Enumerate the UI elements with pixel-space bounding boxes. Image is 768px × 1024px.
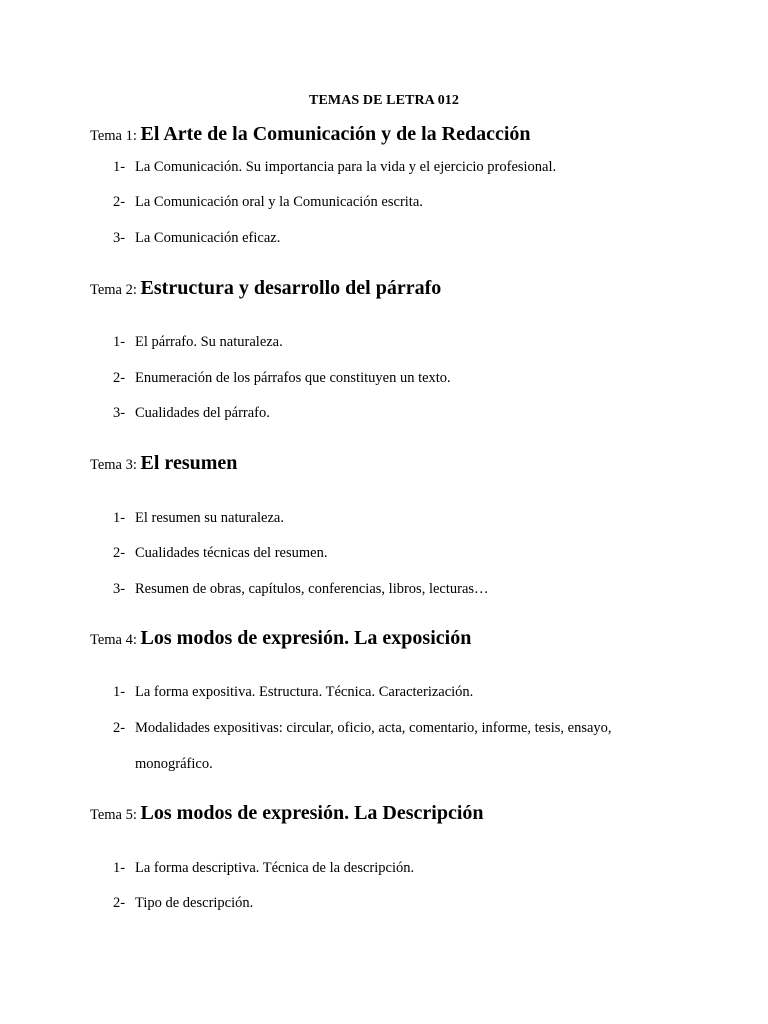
topic-prefix: Tema 5: xyxy=(90,807,141,823)
list-item-text: La Comunicación oral y la Comunicación escrita. xyxy=(135,194,423,210)
list-item-number: 2- xyxy=(113,194,126,210)
list-item xyxy=(113,370,451,387)
list-item-text: Resumen de obras, capítulos, conferencias, libros, lecturas… xyxy=(135,581,489,597)
topic-prefix: Tema 2: xyxy=(90,282,141,298)
list-item-number: 1- xyxy=(113,334,126,350)
list-item xyxy=(113,895,253,912)
topic-title: Los modos de expresión. La exposición xyxy=(140,627,472,649)
topic-title: El resumen xyxy=(140,452,238,474)
list-item-number: 3- xyxy=(113,405,126,421)
list-item-text: La Comunicación. Su importancia para la vida y el ejercicio profesional. xyxy=(135,159,557,175)
list-item-number: 1- xyxy=(113,159,126,175)
list-item-number: 2- xyxy=(113,545,126,561)
topic-heading-4 xyxy=(90,627,471,650)
list-item-text: La forma descriptiva. Técnica de la descripción. xyxy=(135,860,415,876)
list-item xyxy=(113,860,414,877)
list-item-text: La forma expositiva. Estructura. Técnica. Caracterización. xyxy=(135,684,474,700)
topic-prefix: Tema 3: xyxy=(90,457,141,473)
list-item xyxy=(113,194,423,211)
list-item-text: Tipo de descripción. xyxy=(135,895,254,911)
list-item-text: La Comunicación eficaz. xyxy=(135,230,281,246)
list-item xyxy=(113,684,473,701)
list-item-text: El párrafo. Su naturaleza. xyxy=(135,334,283,350)
list-item-text: El resumen su naturaleza. xyxy=(135,510,284,526)
topic-heading-1 xyxy=(90,123,531,146)
topic-title: El Arte de la Comunicación y de la Redacción xyxy=(140,123,531,145)
list-item xyxy=(113,510,284,527)
list-item-number: 3- xyxy=(113,230,126,246)
topic-heading-5 xyxy=(90,802,484,825)
list-item-number: 2- xyxy=(113,895,126,911)
list-item-number: 1- xyxy=(113,510,126,526)
list-item-number: 2- xyxy=(113,370,126,386)
list-item-text: Modalidades expositivas: circular, oficio, acta, comentario, informe, tesis, ensayo, xyxy=(135,720,612,736)
list-item xyxy=(113,720,612,737)
topic-heading-3 xyxy=(90,452,237,475)
list-item xyxy=(113,230,280,247)
topic-heading-2 xyxy=(90,277,441,300)
list-item-text: Cualidades del párrafo. xyxy=(135,405,270,421)
list-item-continuation: monográfico. xyxy=(135,756,213,772)
list-item xyxy=(113,334,283,351)
list-item-number: 2- xyxy=(113,720,126,736)
list-item-number: 1- xyxy=(113,684,126,700)
topic-title: Estructura y desarrollo del párrafo xyxy=(140,277,442,299)
list-item-number: 1- xyxy=(113,860,126,876)
topic-title: Los modos de expresión. La Descripción xyxy=(140,802,484,824)
list-item xyxy=(113,405,270,422)
list-item-text: Cualidades técnicas del resumen. xyxy=(135,545,328,561)
list-item xyxy=(113,581,489,598)
document-title: TEMAS DE LETRA 012 xyxy=(309,93,459,108)
list-item xyxy=(113,545,327,562)
topic-prefix: Tema 4: xyxy=(90,632,141,648)
topic-prefix: Tema 1: xyxy=(90,128,141,144)
list-item-text: Enumeración de los párrafos que constituyen un texto. xyxy=(135,370,451,386)
list-item xyxy=(113,159,556,176)
list-item-number: 3- xyxy=(113,581,126,597)
